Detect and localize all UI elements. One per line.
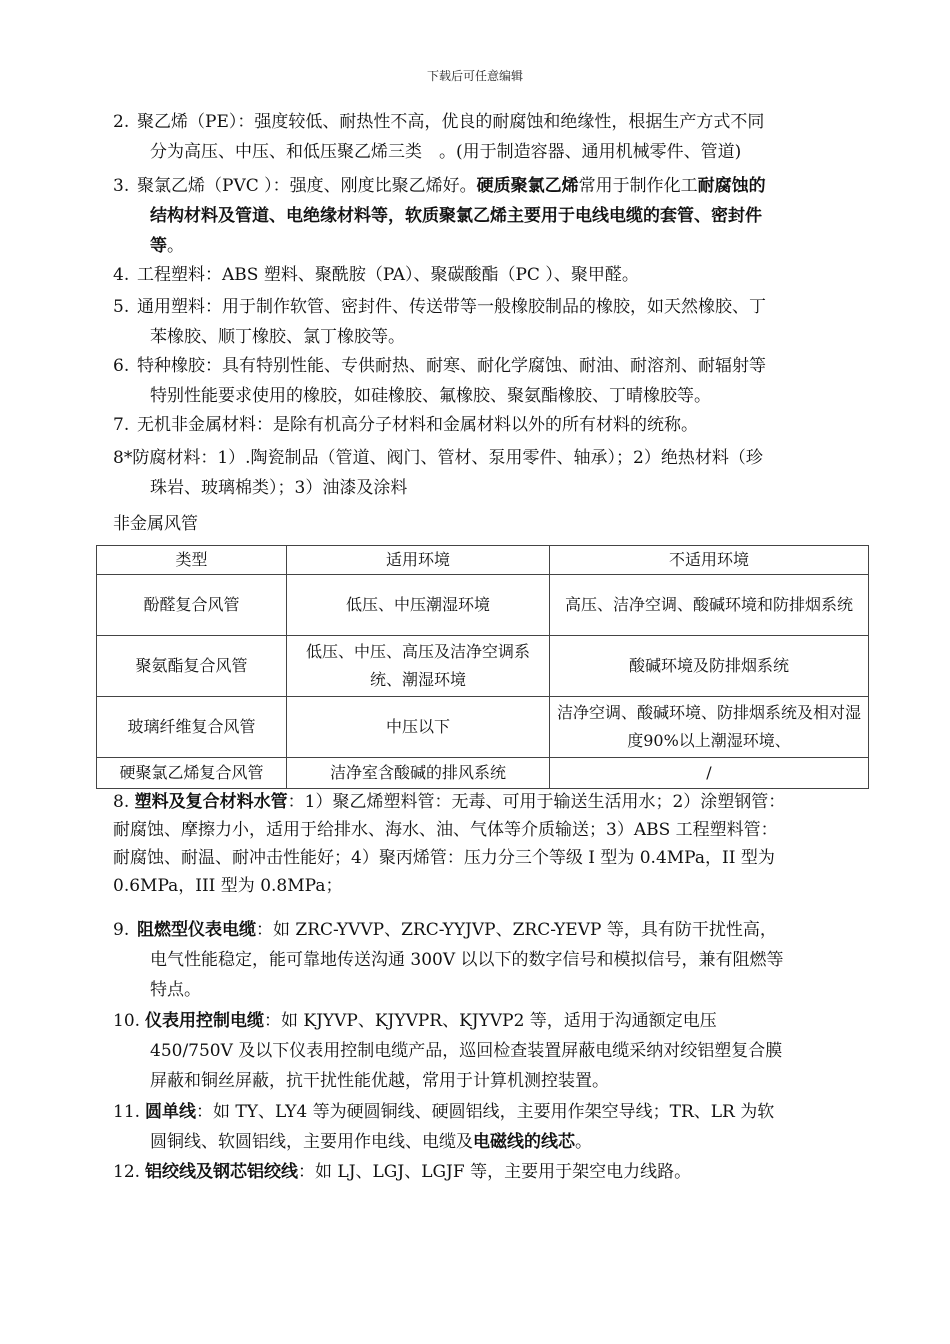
table-cell: 中压以下 [287,697,550,758]
section-title: 非金属风管 [113,514,198,534]
table-cell: 硬聚氯乙烯复合风管 [97,758,287,789]
item-text-cont: 分为高压、中压、和低压聚乙烯三类 。(用于制造容器、通用机械零件、管道) [150,142,742,162]
list-item-10 [113,1006,858,1096]
item-title: 仪表用控制电缆 [145,1011,264,1031]
item-number: 4. [113,265,130,285]
item-text-cont: 电气性能稳定，能可靠地传送沟通 300V 以以下的数字信号和模拟信号，兼有阻燃等 [150,950,784,970]
item-number: 11. [113,1102,141,1122]
table-cell: 酸碱环境及防排烟系统 [550,636,869,697]
list-item-8-anticorrosion [113,443,858,503]
item-bold-text: 耐腐蚀的 [697,176,766,196]
table-cell: 洁净室含酸碱的排风系统 [287,758,550,789]
item-bold-cont: 结构材料及管道、电绝缘材料等，软质聚氯乙烯主要用于电线电缆的套管、密封件 [150,206,762,226]
item-number: 9. [113,920,130,940]
item-text: 工程塑料：ABS 塑料、聚酰胺（PA）、聚碳酸酯（PC ）、聚甲醛。 [137,265,639,285]
item-text-cont: 苯橡胶、顺丁橡胶、氯丁橡胶等。 [150,327,405,347]
table-row [97,575,869,636]
table-header-row [97,546,869,575]
list-item-6 [113,351,858,411]
item-number: 2. [113,112,130,132]
item-text: 。 [167,236,184,256]
item-text: ：如 KJYVP、KJYVPR、KJYVP2 等，适用于沟通额定电压 [264,1011,717,1031]
item-number: 12. [113,1162,141,1182]
list-item-4 [113,260,858,290]
list-item-3 [113,171,858,261]
item-number: 5. [113,297,130,317]
item-number: 7. [113,415,130,435]
item-text: 圆铜线、软圆铝线，主要用作电线、电缆及 [150,1132,473,1152]
list-item-5 [113,292,858,352]
table-header-cell: 不适用环境 [550,546,869,575]
list-item-7 [113,410,858,440]
table-cell: 低压、中压潮湿环境 [287,575,550,636]
item-text: 耐腐蚀、摩擦力小，适用于给排水、海水、油、气体等介质输送；3）ABS 工程塑料管： [113,820,778,840]
list-item-12 [113,1157,858,1187]
item-text-cont: 450/750V 及以下仪表用控制电缆产品，巡回检查装置屏蔽电缆采纳对绞铝塑复合膜 [150,1041,783,1061]
item-text: 。 [575,1132,592,1152]
item-text: 耐腐蚀、耐温、耐冲击性能好；4）聚丙烯管：压力分三个等级 I 型为 0.4MPa，II 型为 [113,848,775,868]
item-text-cont: 珠岩、玻璃棉类）；3）油漆及涂料 [150,478,408,498]
item-number: 10. [113,1011,141,1031]
item-number: 6. [113,356,130,376]
item-text: ：如 ZRC-YVVP、ZRC-YYJVP、ZRC-YEVP 等，具有防干扰性高， [256,920,777,940]
table-row [97,636,869,697]
item-text: 特种橡胶：具有特别性能、专供耐热、耐寒、耐化学腐蚀、耐油、耐溶剂、耐辐射等 [137,356,766,376]
table-cell: 玻璃纤维复合风管 [97,697,287,758]
item-text: ：如 TY、LY4 等为硬圆铜线、硬圆铝线，主要用作架空导线；TR、LR 为软 [196,1102,775,1122]
item-text: 聚乙烯（PE）：强度较低、耐热性不高，优良的耐腐蚀和绝缘性，根据生产方式不同 [137,112,765,132]
item-text-cont: 屏蔽和铜丝屏蔽，抗干扰性能优越，常用于计算机测控装置。 [150,1071,609,1091]
table-cell: 高压、洁净空调、酸碱环境和防排烟系统 [550,575,869,636]
item-text-cont: 特点。 [150,980,201,1000]
item-text: 无机非金属材料：是除有机高分子材料和金属材料以外的所有材料的统称。 [137,415,698,435]
table-cell: 聚氨酯复合风管 [97,636,287,697]
item-text: 常用于制作化工 [578,176,698,196]
page-header: 下载后可任意编辑 [426,69,523,83]
item-text-cont: 特别性能要求使用的橡胶，如硅橡胶、氟橡胶、聚氨酯橡胶、丁晴橡胶等。 [150,386,711,406]
table-cell: / [550,758,869,789]
item-title: 塑料及复合材料水管 [134,792,288,812]
item-bold-text: 等 [150,236,167,256]
item-text: ：1）聚乙烯塑料管：无毒、可用于输送生活用水；2）涂塑钢管： [287,792,786,812]
table-header-cell: 适用环境 [287,546,550,575]
item-bold-text: 硬质聚氯乙烯 [476,176,579,196]
table-cell: 酚醛复合风管 [97,575,287,636]
list-item-8-water-pipes [113,788,863,900]
item-text: 8*防腐材料：1）.陶瓷制品（管道、阀门、管材、泵用零件、轴承）；2）绝热材料（珍 [113,448,763,468]
item-number: 8. [113,792,130,812]
item-text: 0.6MPa，III 型为 0.8MPa； [113,876,343,896]
table-cell: 洁净空调、酸碱环境、防排烟系统及相对湿度90%以上潮湿环境、 [550,697,869,758]
list-item-9 [113,915,858,1005]
item-title: 铝绞线及钢芯铝绞线 [145,1162,298,1182]
table-header-cell: 类型 [97,546,287,575]
table-row [97,697,869,758]
table-row [97,758,869,789]
duct-table [96,545,869,789]
table-cell: 低压、中压、高压及洁净空调系统、潮湿环境 [287,636,550,697]
item-title: 阻燃型仪表电缆 [137,920,256,940]
item-text: 通用塑料：用于制作软管、密封件、传送带等一般橡胶制品的橡胶，如天然橡胶、丁 [137,297,766,317]
item-text: 聚氯乙烯（PVC ）：强度、刚度比聚乙烯好。 [137,176,477,196]
item-bold-text: 电磁线的线芯 [473,1132,575,1152]
item-text: ：如 LJ、LGJ、LGJF 等，主要用于架空电力线路。 [298,1162,692,1182]
item-number: 3. [113,176,130,196]
list-item-11 [113,1097,858,1157]
item-title: 圆单线 [145,1102,196,1122]
list-item-2 [113,107,858,167]
